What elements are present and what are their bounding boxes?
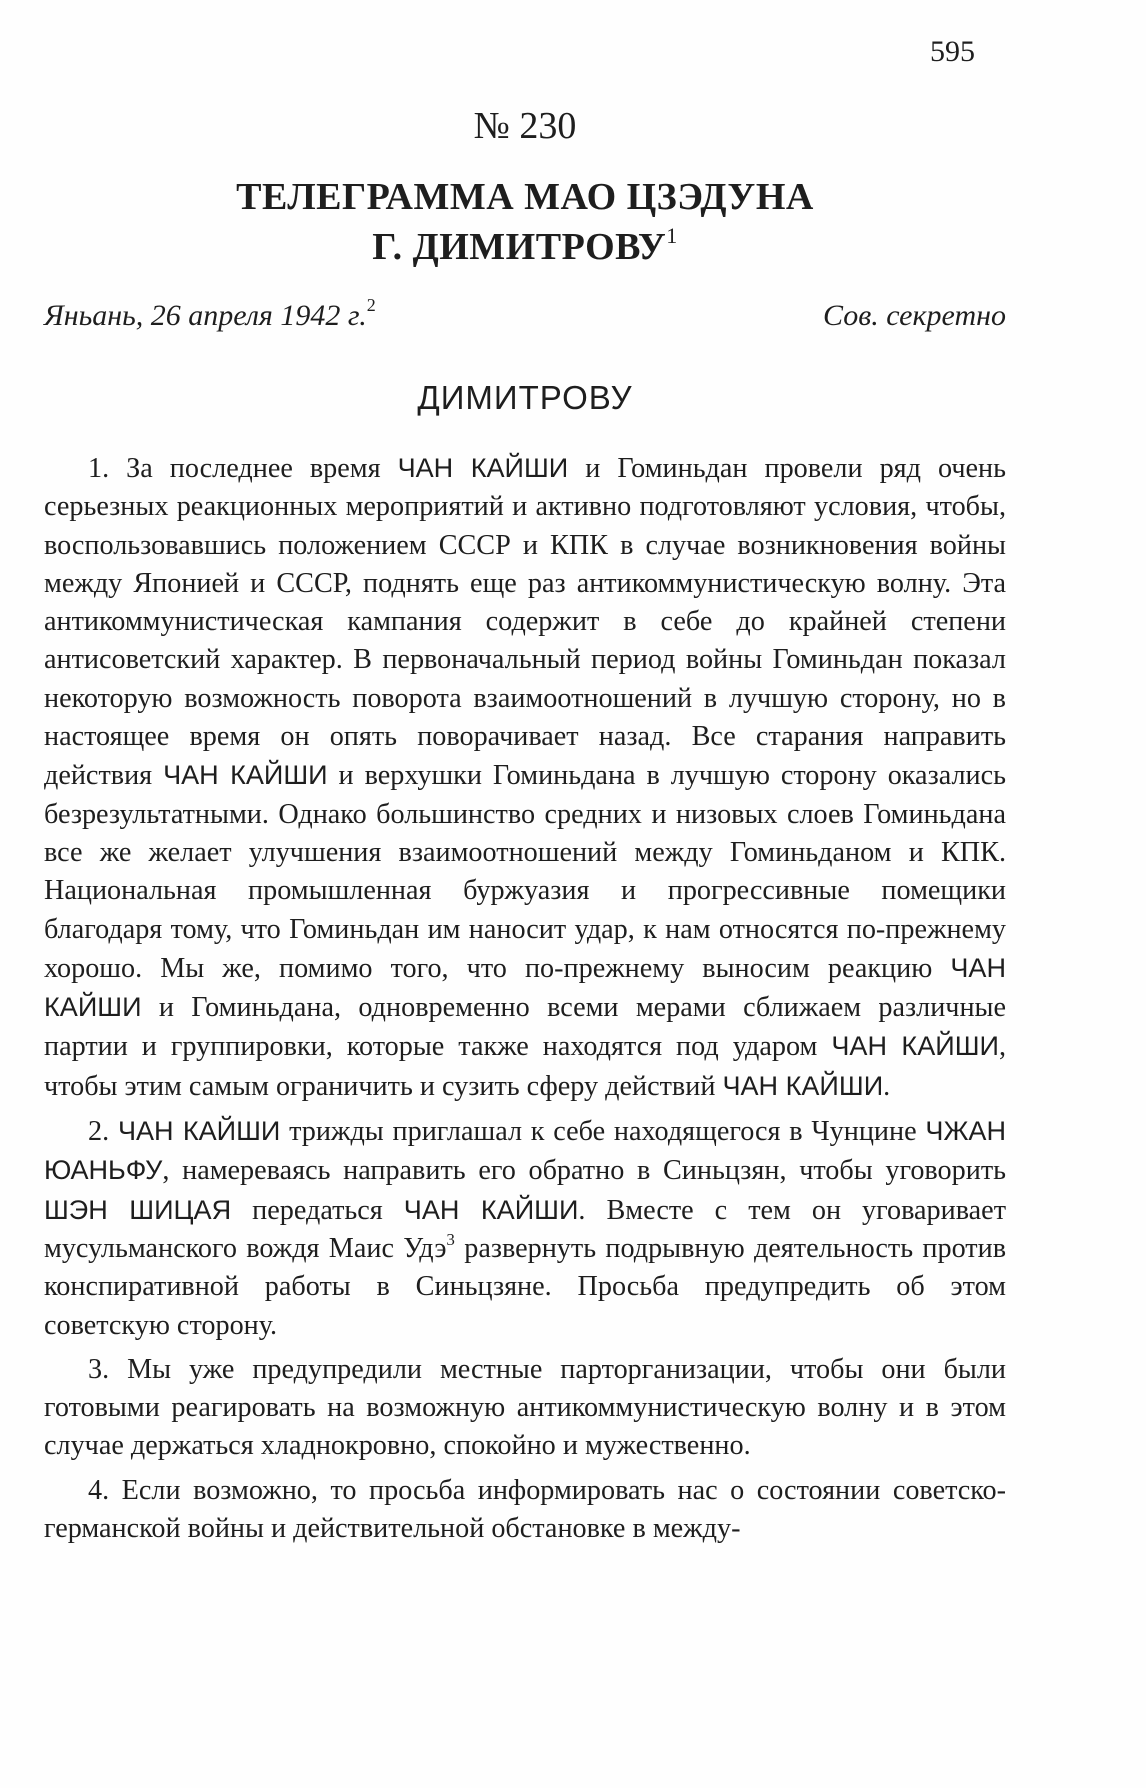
classification: Сов. секретно bbox=[823, 299, 1006, 332]
title-line-2-text: Г. ДИМИТРОВУ bbox=[372, 226, 667, 268]
paragraph-text: 2. bbox=[88, 1116, 118, 1148]
person-name: ЧЖАН ЮАНЬФУ bbox=[44, 1115, 1007, 1186]
paragraph-text: развернуть подрывную деятельность против конспиративной работы в Синьцзяне. Просьба предупредить об этом советскую сторону. bbox=[44, 1232, 1006, 1341]
paragraph-text: и верхушки Гоминьдана в лучшую сторону оказались безрезультатными. Однако большинство средних и низовых слоев Гоминьдана все же желает улучшения взаимоотношений между Гоминьданом и КПК. Национальная промышленная буржуазия и прогрессивные помещики благодаря тому, что Гоминьдан им наносит удар, к нам относятся по-прежнему хорошо. Мы же, помимо того, что по-прежнему выносим реакцию bbox=[44, 760, 1006, 984]
paragraph-text: и Гоминьдан провели ряд очень серьезных реакционных мероприятий и активно подготовляют условия, чтобы, воспользовавшись положением СССР и КПК в случае возникновения войны между Японией и СССР, поднять еще раз антикоммунистическую волну. Эта антикоммунистическая кампания содержит в себе до крайней степени антисоветский характер. В первоначальный период войны Гоминьдан показал некоторую возможность поворота взаимоотношений в лучшую сторону, но в настоящее время он опять поворачивает назад. Все старания направить действия bbox=[44, 453, 1006, 792]
title-line-1: ТЕЛЕГРАММА МАО ЦЗЭДУНА bbox=[236, 176, 814, 218]
paragraph-text: передаться bbox=[231, 1194, 404, 1226]
person-name: ЧАН КАЙШИ bbox=[44, 951, 1006, 1023]
person-name: ЧАН КАЙШИ bbox=[403, 1193, 579, 1225]
person-name: ШЭН ШИЦАЯ bbox=[44, 1193, 232, 1225]
place-date bbox=[44, 296, 376, 336]
footnote-marker: 3 bbox=[446, 1229, 455, 1249]
paragraph-text: 4. Если возможно, то просьба информировать нас о состоянии советско-германской войны и действительной обстановке в между- bbox=[44, 1474, 1006, 1545]
paragraph bbox=[44, 1351, 1006, 1466]
paragraph bbox=[44, 1112, 1006, 1345]
document-title bbox=[0, 172, 1050, 272]
telegram-body bbox=[44, 449, 1006, 1548]
addressee: ДИМИТРОВУ bbox=[417, 379, 633, 416]
title-footnote-marker: 1 bbox=[666, 223, 678, 248]
person-name: ЧАН КАЙШИ bbox=[831, 1030, 999, 1062]
paragraph bbox=[44, 449, 1006, 1106]
person-name: ЧАН КАЙШИ bbox=[117, 1115, 281, 1147]
paragraph-text: , чтобы этим самым ограничить и сузить сферу действий bbox=[44, 1031, 1006, 1102]
paragraph-text: 3. Мы уже предупредили местные парторганизации, чтобы они были готовыми реагировать на возможную антикоммунистическую волну и в этом случае держаться хладнокровно, спокойно и мужественно. bbox=[44, 1353, 1006, 1462]
person-name: ЧАН КАЙШИ bbox=[722, 1069, 884, 1101]
document-number: № 230 bbox=[473, 105, 577, 147]
paragraph-text: трижды приглашал к себе находящегося в Чунцине bbox=[280, 1116, 926, 1148]
paragraph-text: 1. За последнее время bbox=[88, 453, 398, 484]
paragraph-text: , намереваясь направить его обратно в Синьцзян, чтобы уговорить bbox=[162, 1155, 1006, 1187]
person-name: ЧАН КАЙШИ bbox=[163, 759, 328, 791]
place-date-footnote-marker: 2 bbox=[366, 295, 376, 315]
page-number: 595 bbox=[930, 35, 975, 68]
paragraph bbox=[44, 1472, 1006, 1549]
title-line-2 bbox=[0, 222, 1050, 272]
place-date-text: Яньань, 26 апреля 1942 г. bbox=[44, 299, 367, 332]
paragraph-text: и Гоминьдана, одновременно всеми мерами сближаем различные партии и группировки, которые также находятся под ударом bbox=[44, 992, 1006, 1063]
paragraph-text: . bbox=[883, 1070, 891, 1102]
person-name: ЧАН КАЙШИ bbox=[397, 452, 569, 483]
paragraph-text: . Вместе с тем он уговаривает мусульманского вождя Маис Удэ bbox=[44, 1194, 1007, 1264]
